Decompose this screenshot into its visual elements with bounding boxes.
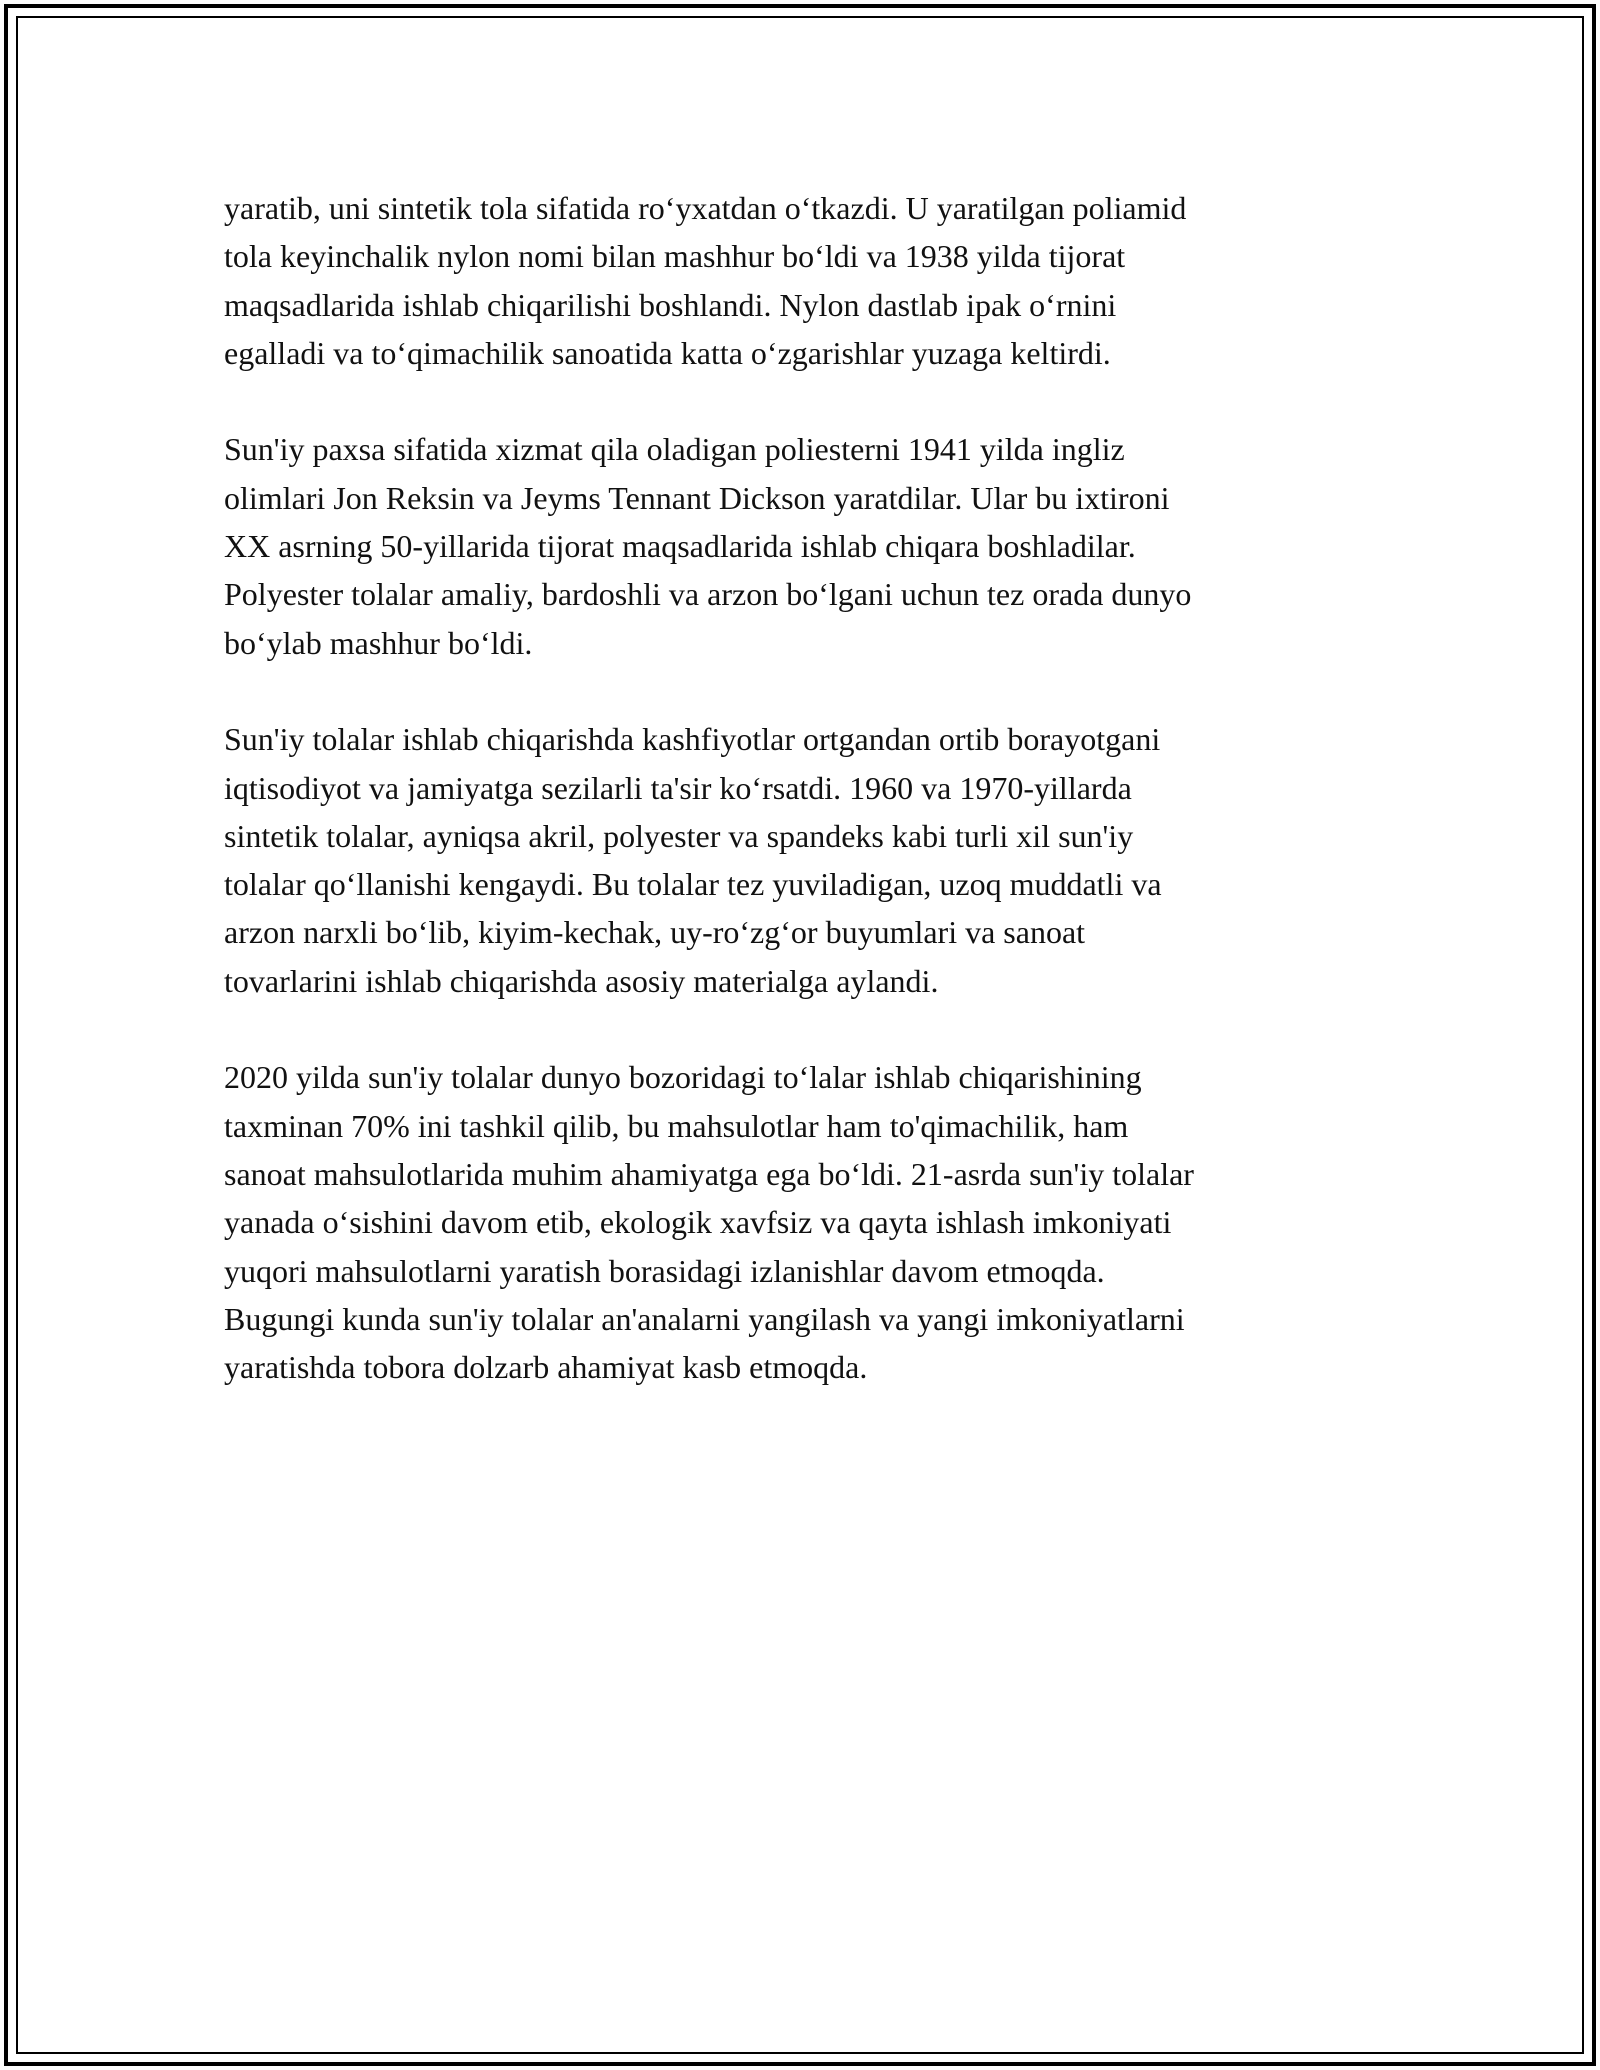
document-body <box>224 184 1374 1440</box>
text-line: iqtisodiyot va jamiyatga sezilarli ta'sir ko‘rsatdi. 1960 va 1970-yillarda <box>224 769 1132 806</box>
text-line: tola keyinchalik nylon nomi bilan mashhur bo‘ldi va 1938 yilda tijorat <box>224 238 1126 275</box>
text-line: bo‘ylab mashhur bo‘ldi. <box>224 624 533 661</box>
paragraph-synthetic-fibers <box>224 715 1374 1005</box>
text-line: tolalar qo‘llanishi kengaydi. Bu tolalar tez yuviladigan, uzoq muddatli va <box>224 866 1162 903</box>
paragraph-polyester <box>224 425 1374 666</box>
text-line: arzon narxli bo‘lib, kiyim-kechak, uy-ro‘zg‘or buyumlari va sanoat <box>224 914 1086 951</box>
text-line: Sun'iy paxsa sifatida xizmat qila oladigan poliesterni 1941 yilda ingliz <box>224 431 1125 468</box>
text-line: 2020 yilda sun'iy tolalar dunyo bozoridagi to‘lalar ishlab chiqarishining <box>224 1059 1142 1096</box>
text-line: maqsadlarida ishlab chiqarilishi boshlandi. Nylon dastlab ipak o‘rnini <box>224 286 1117 323</box>
text-line: taxminan 70% ini tashkil qilib, bu mahsulotlar ham to'qimachilik, ham <box>224 1107 1129 1144</box>
text-line: yaratib, uni sintetik tola sifatida ro‘yxatdan o‘tkazdi. U yaratilgan poliamid <box>224 190 1187 226</box>
text-line: Sun'iy tolalar ishlab chiqarishda kashfiyotlar ortgandan ortib borayotgani <box>224 721 1161 758</box>
paragraph-nylon <box>224 184 1374 377</box>
text-line: sanoat mahsulotlarida muhim ahamiyatga ega bo‘ldi. 21-asrda sun'iy tolalar <box>224 1155 1194 1192</box>
text-line: egalladi va to‘qimachilik sanoatida katta o‘zgarishlar yuzaga keltirdi. <box>224 334 1111 371</box>
paragraph-2020-market <box>224 1053 1374 1391</box>
text-line: XX asrning 50-yillarida tijorat maqsadlarida ishlab chiqara boshladilar. <box>224 528 1136 565</box>
text-line: olimlari Jon Reksin va Jeyms Tennant Dickson yaratdilar. Ular bu ixtironi <box>224 479 1170 516</box>
text-line: yaratishda tobora dolzarb ahamiyat kasb etmoqda. <box>224 1349 868 1386</box>
text-line: yanada o‘sishini davom etib, ekologik xavfsiz va qayta ishlash imkoniyati <box>224 1204 1172 1241</box>
text-line: yuqori mahsulotlarni yaratish borasidagi izlanishlar davom etmoqda. <box>224 1252 1105 1289</box>
text-line: Polyester tolalar amaliy, bardoshli va arzon bo‘lgani uchun tez orada dunyo <box>224 576 1192 613</box>
text-line: sintetik tolalar, ayniqsa akril, polyester va spandeks kabi turli xil sun'iy <box>224 817 1134 854</box>
text-line: tovarlarini ishlab chiqarishda asosiy materialga aylandi. <box>224 962 939 999</box>
text-line: Bugungi kunda sun'iy tolalar an'analarni yangilash va yangi imkoniyatlarni <box>224 1300 1185 1337</box>
